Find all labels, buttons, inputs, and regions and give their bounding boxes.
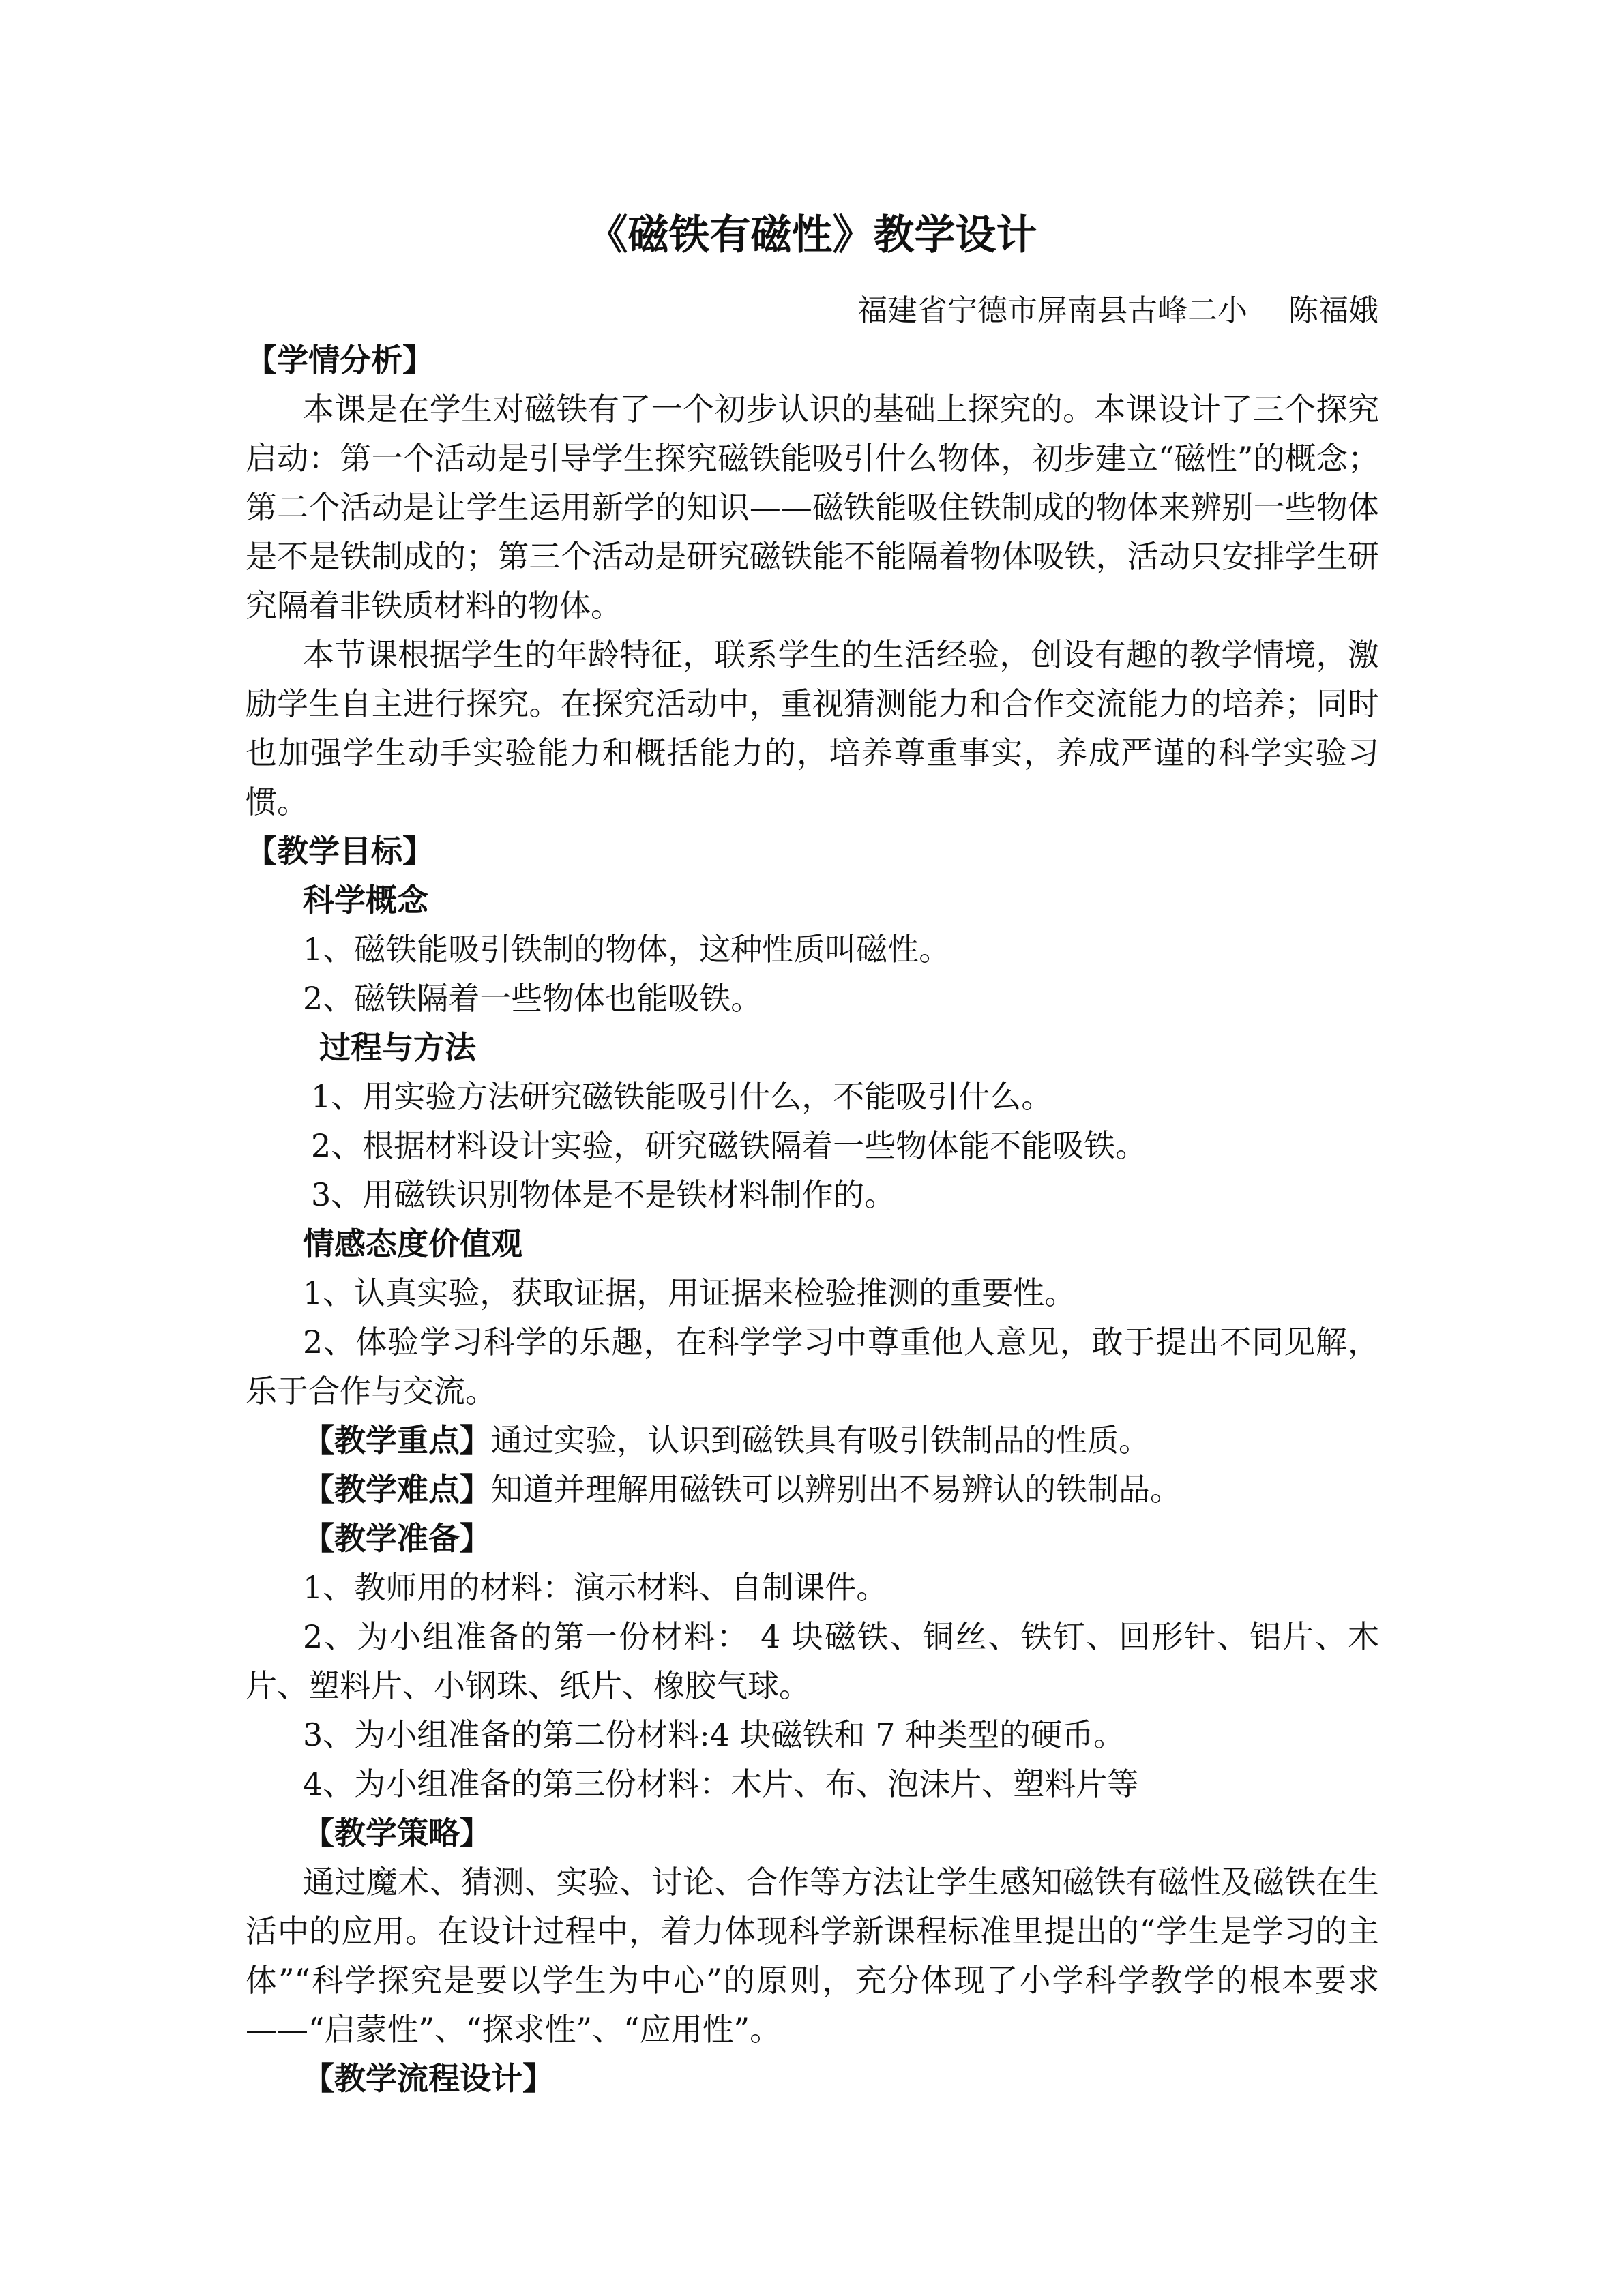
values-item: 1、认真实验，获取证据，用证据来检验推测的重要性。 [303,1274,1076,1311]
process-item: 3、用磁铁识别物体是不是铁材料制作的。 [311,1176,896,1213]
key-point-line [246,1416,1379,1465]
process-item: 1、用实验方法研究磁铁能吸引什么，不能吸引什么。 [311,1078,1053,1115]
analysis-paragraph-1: 本课是在学生对磁铁有了一个初步认识的基础上探究的。本课设计了三个探究启动：第一个活动是引导学生探究磁铁能吸引什么物体，初步建立“磁性”的概念；第二个活动是让学生运用新学的知识——磁铁能吸住铁制成的物体来辨别一些物体是不是铁制成的；第三个活动是研究磁铁能不能隔着物体吸铁，活动只安排学生研究隔着非铁质材料的物体。 [246,391,1379,624]
key-point-text: 通过实验，认识到磁铁具有吸引铁制品的性质。 [491,1422,1150,1459]
heading-analysis: 【学情分析】 [246,342,434,378]
heading-preparation: 【教学准备】 [303,1520,491,1557]
strategy-paragraph: 通过魔术、猜测、实验、讨论、合作等方法让学生感知磁铁有磁性及磁铁在生活中的应用。在设计过程中，着力体现科学新课程标准里提出的“学生是学习的主体”“科学探究是要以学生为中心”的原则，充分体现了小学科学教学的根本要求——“启蒙性”、“探求性”、“应用性”。 [246,1864,1379,2048]
heading-goals: 【教学目标】 [246,833,434,869]
difficulty-text: 知道并理解用磁铁可以辨别出不易辨认的铁制品。 [491,1471,1181,1508]
heading-flow: 【教学流程设计】 [303,2060,554,2097]
author-name: 陈福娥 [1288,293,1378,328]
preparation-item: 4、为小组准备的第三份材料：木片、布、泡沫片、塑料片等 [303,1765,1139,1802]
subheading-process: 过程与方法 [319,1029,476,1066]
subheading-concept: 科学概念 [303,882,428,919]
preparation-item: 1、教师用的材料：演示材料、自制课件。 [303,1569,888,1606]
author-line [857,286,1378,336]
values-item: 2、体验学习科学的乐趣，在科学学习中尊重他人意见，敢于提出不同见解，乐于合作与交流。 [246,1324,1379,1410]
concept-item: 1、磁铁能吸引铁制的物体，这种性质叫磁性。 [303,931,951,968]
process-item: 2、根据材料设计实验，研究磁铁隔着一些物体能不能吸铁。 [311,1127,1147,1164]
difficulty-line [246,1465,1379,1514]
concept-item: 2、磁铁隔着一些物体也能吸铁。 [303,980,763,1017]
preparation-item: 3、为小组准备的第二份材料:4 块磁铁和 7 种类型的硬币。 [303,1716,1125,1753]
document-title: 《磁铁有磁性》教学设计 [587,211,1037,259]
subheading-values: 情感态度价值观 [303,1225,522,1262]
analysis-paragraph-2: 本节课根据学生的年龄特征，联系学生的生活经验，创设有趣的教学情境，激励学生自主进行探究。在探究活动中，重视猜测能力和合作交流能力的培养；同时也加强学生动手实验能力和概括能力的，培养尊重事实，养成严谨的科学实验习惯。 [246,636,1379,820]
key-point-label: 【教学重点】 [303,1422,491,1459]
heading-strategy: 【教学策略】 [303,1815,491,1851]
difficulty-label: 【教学难点】 [303,1471,491,1508]
document-body [246,336,1379,2103]
author-school: 福建省宁德市屏南县古峰二小 [857,293,1247,328]
preparation-item: 2、为小组准备的第一份材料： 4 块磁铁、铜丝、铁钉、回形针、铝片、木片、塑料片、小钢珠、纸片、橡胶气球。 [246,1618,1379,1704]
